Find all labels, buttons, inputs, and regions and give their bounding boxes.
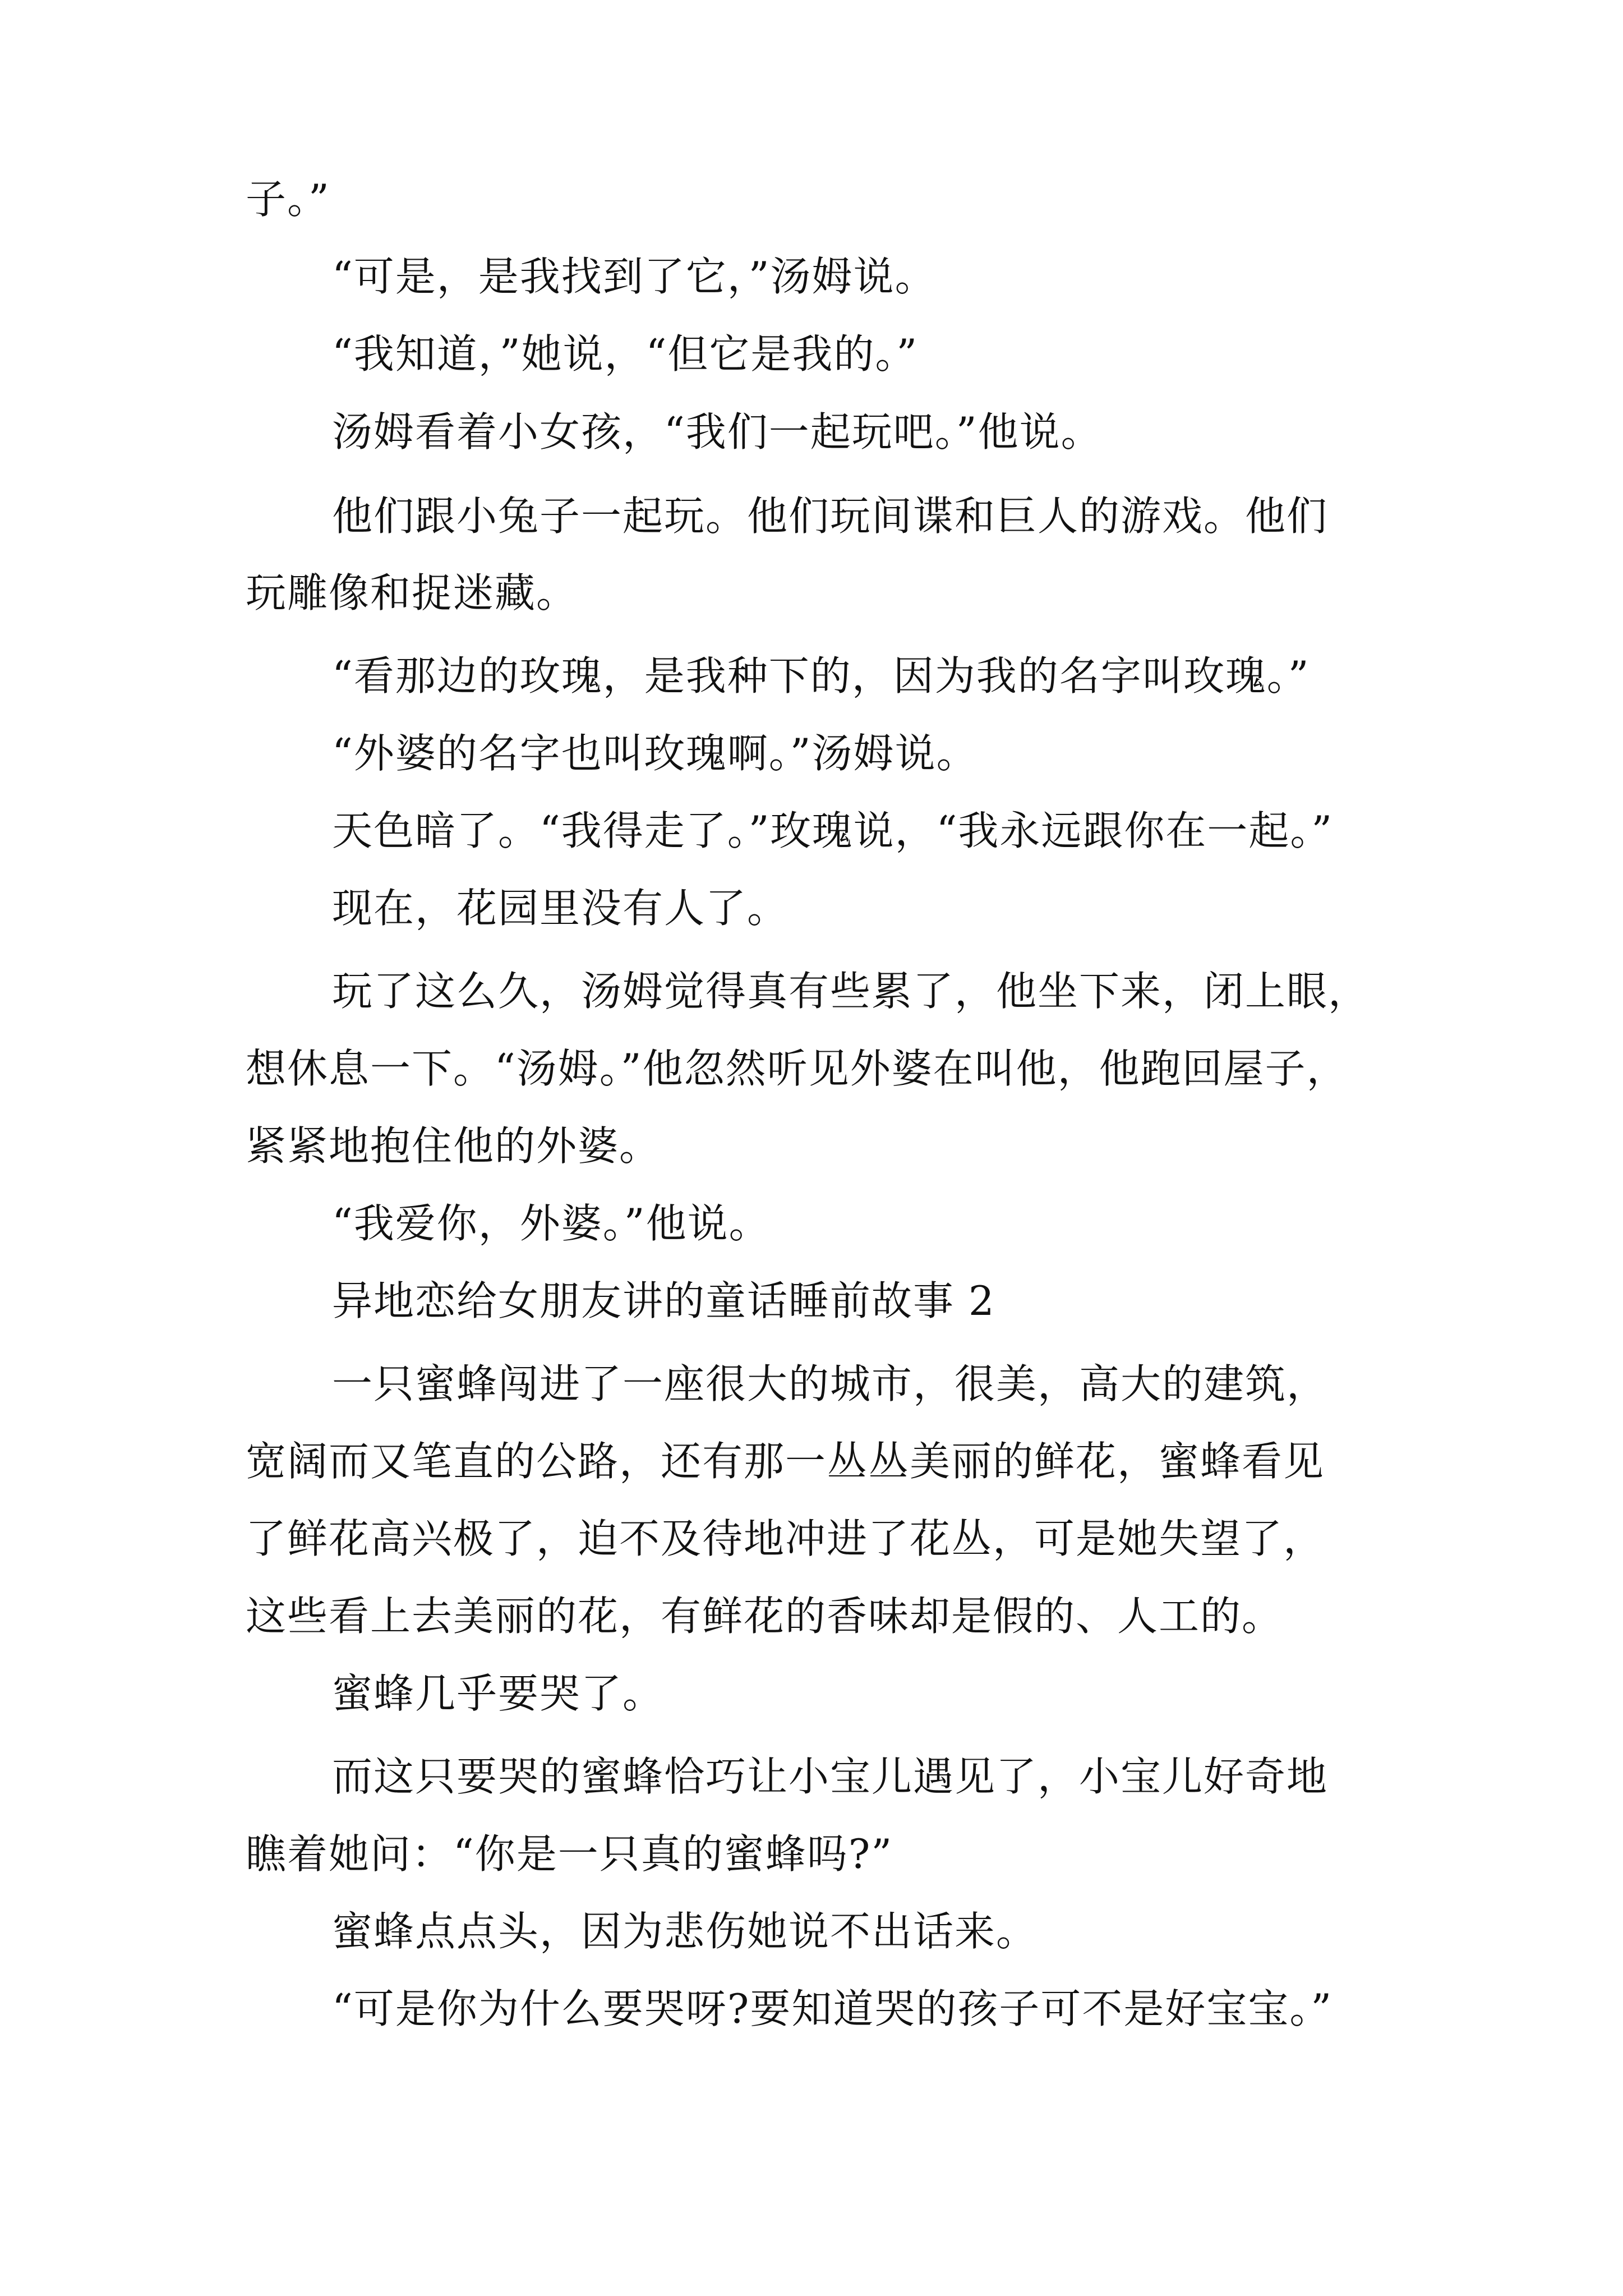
text-line: 瞧着她问：“你是一只真的蜜蜂吗?”	[246, 1830, 893, 1878]
text-line: 异地恋给女朋友讲的童话睡前故事 2	[332, 1277, 995, 1324]
text-line: “外婆的名字也叫玫瑰啊。”汤姆说。	[332, 730, 978, 777]
text-line: “可是，是我找到了它，”汤姆说。	[332, 253, 937, 300]
text-line: 紧紧地抱住他的外婆。	[246, 1122, 661, 1170]
text-line: 想休息一下。“汤姆。”他忽然听见外婆在叫他，他跑回屋子，	[246, 1045, 1348, 1092]
text-line: 天色暗了。“我得走了。”玫瑰说，“我永远跟你在一起。”	[332, 807, 1334, 854]
text-line: 子。”	[246, 176, 330, 223]
text-line: “我爱你，外婆。”他说。	[332, 1200, 771, 1247]
text-line: “我知道，”她说，“但它是我的。”	[332, 330, 919, 378]
text-line: 蜜蜂几乎要哭了。	[332, 1670, 665, 1717]
text-line: 玩雕像和捉迷藏。	[246, 569, 578, 616]
text-line: 了鲜花高兴极了，迫不及待地冲进了花丛，可是她失望了，	[246, 1515, 1325, 1562]
text-line: 宽阔而又笔直的公路，还有那一丛丛美丽的鲜花，蜜蜂看见	[246, 1438, 1325, 1485]
text-line: 一只蜜蜂闯进了一座很大的城市，很美，高大的建筑，	[332, 1360, 1329, 1407]
text-line: 蜜蜂点点头，因为悲伤她说不出话来。	[332, 1908, 1038, 1955]
text-line: 而这只要哭的蜜蜂恰巧让小宝儿遇见了，小宝儿好奇地	[332, 1753, 1329, 1800]
text-line: 汤姆看着小女孩，“我们一起玩吧。”他说。	[332, 408, 1103, 455]
text-line: “看那边的玫瑰，是我种下的，因为我的名字叫玫瑰。”	[332, 652, 1310, 700]
text-line: 现在，花园里没有人了。	[332, 885, 789, 932]
text-line: 玩了这么久，汤姆觉得真有些累了，他坐下来，闭上眼，	[332, 968, 1370, 1015]
text-line: 这些看上去美丽的花，有鲜花的香味却是假的、人工的。	[246, 1593, 1284, 1640]
text-line: 他们跟小兔子一起玩。他们玩间谍和巨人的游戏。他们	[332, 493, 1329, 540]
text-line: “可是你为什么要哭呀?要知道哭的孩子可不是好宝宝。”	[332, 1985, 1333, 2032]
